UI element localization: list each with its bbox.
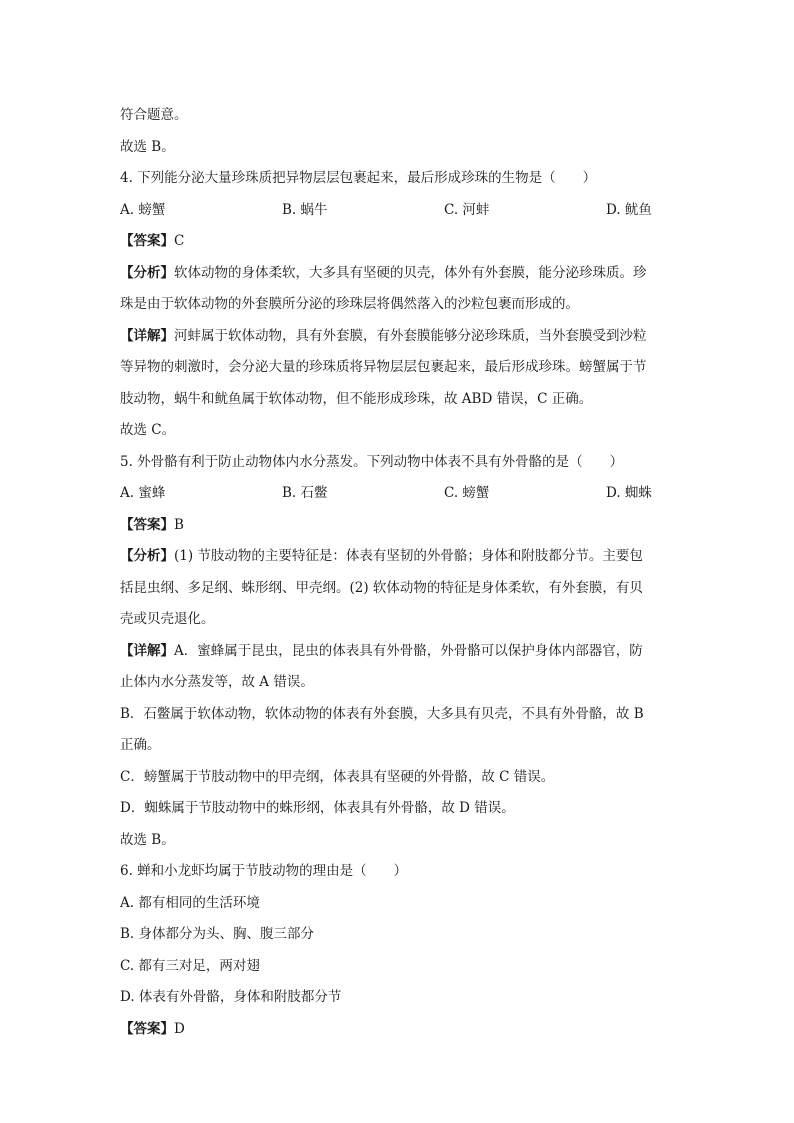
option-a: A. 蜜蜂 [120,485,166,501]
analysis-label: 【分析】 [120,264,174,281]
choose-line: 故选 B。 [120,831,175,848]
option-d: D. 蜘蛛 [606,485,652,501]
detail-line: C．螃蟹属于节肢动物中的甲壳纲，体表具有坚硬的外骨骼，故 C 错误。 [120,768,555,785]
option-c: C. 都有三对足，两对翅 [120,957,260,974]
detail-text: 河蚌属于软体动物，具有外套膜，有外套膜能够分泌珍珠质，当外套膜受到沙粒 [174,327,647,344]
analysis-text: (1) 节肢动物的主要特征是：体表有坚韧的外骨骼；身体和附肢都分节。主要包 [174,548,643,564]
detail-line [120,321,680,353]
option-b: B. 身体都分为头、胸、腹三部分 [120,926,315,942]
analysis-line [120,258,680,290]
detail-line [120,636,680,668]
answer-label: 【答案】 [120,233,174,249]
detail-line: 肢动物，蜗牛和鱿鱼属于软体动物，但不能形成珍珠，故 ABD 错误，C 正确。 [120,390,593,407]
option-c: C. 河蚌 [444,201,490,218]
option-b: B. 石鳖 [282,485,328,501]
option-d: D. 鱿鱼 [606,201,652,218]
detail-text: A．蜜蜂属于昆虫，昆虫的体表具有外骨骼，外骨骼可以保护身体内部器官，防 [174,642,643,659]
analysis-line: 壳或贝壳退化。 [120,611,215,627]
answer-label: 【答案】 [120,516,174,533]
detail-line: 正确。 [120,737,161,753]
question-5: 5. 外骨骼有利于防止动物体内水分蒸发。下列动物中体表不具有外骨骼的是（ ） [120,453,624,470]
answer-label: 【答案】 [120,1020,174,1037]
detail-line: 止体内水分蒸发等，故 A 错误。 [120,674,314,690]
answer-line [120,510,680,542]
option-b: B. 蜗牛 [282,201,328,218]
answer-value: D [174,1020,185,1037]
detail-line: D．蜘蛛属于节肢动物中的蛛形纲，体表具有外骨骼，故 D 错误。 [120,800,515,816]
question-5-options [120,478,680,510]
answer-line [120,226,680,258]
detail-line: 等异物的刺激时，会分泌大量的珍珠质将异物层层包裹起来，最后形成珍珠。螃蟹属于节 [120,359,647,375]
option-c: C. 螃蟹 [444,485,490,501]
analysis-line: 括昆虫纲、多足纲、蛛形纲、甲壳纲。(2) 软体动物的特征是身体柔软，有外套膜，有贝 [120,579,643,596]
text-line: 符合题意。 [120,107,188,123]
analysis-line: 珠是由于软体动物的外套膜所分泌的珍珠层将偶然落入的沙粒包裹而形成的。 [120,296,579,312]
choose-line: 故选 C。 [120,422,176,438]
question-4: 4. 下列能分泌大量珍珠质把异物层层包裹起来，最后形成珍珠的生物是（ ） [120,170,597,186]
answer-value: C [174,233,185,249]
option-a: A. 都有相同的生活环境 [120,894,260,911]
analysis-line [120,541,680,573]
document-page [120,100,680,1045]
analysis-text: 软体动物的身体柔软，大多具有坚硬的贝壳，体外有外套膜，能分泌珍珠质。珍 [174,264,647,281]
answer-line [120,1014,680,1046]
question-6: 6. 蝉和小龙虾均属于节肢动物的理由是（ ） [120,863,408,879]
detail-label: 【详解】 [120,327,174,344]
question-4-options [120,195,680,227]
option-d: D. 体表有外骨骼，身体和附肢都分节 [120,989,342,1005]
detail-label: 【详解】 [120,642,174,659]
option-a: A. 螃蟹 [120,201,166,218]
detail-line: B．石鳖属于软体动物，软体动物的体表有外套膜，大多具有贝壳，不具有外骨骼，故 B [120,705,644,722]
analysis-label: 【分析】 [120,548,174,564]
choose-line: 故选 B。 [120,138,175,155]
answer-value: B [174,516,184,533]
